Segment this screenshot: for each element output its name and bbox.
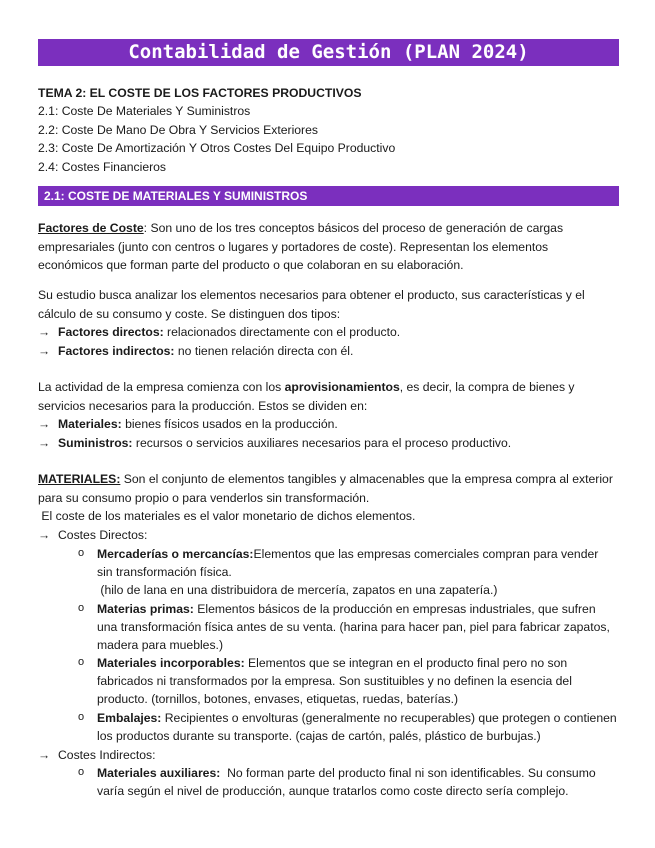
toc-heading: TEMA 2: EL COSTE DE LOS FACTORES PRODUCTIVOS [38,86,362,100]
term: Materias primas: [97,602,194,616]
arrow-icon: → [38,435,51,450]
bullet-icon: o [78,602,85,614]
toc-item: 2.2: Coste De Mano De Obra Y Servicios Exteriores [38,122,318,137]
item-text: no tienen relación directa con él. [174,343,354,358]
toc-item: 2.1: Coste De Materiales Y Suministros [38,104,251,119]
list-item [97,600,617,655]
toc-item: 2.3: Coste De Amortización Y Otros Costes Del Equipo Productivo [38,141,396,156]
paragraph-factores-coste [38,219,616,275]
term: Factores directos: [58,325,164,340]
bullet-icon: o [78,711,85,723]
arrow-icon: → [38,748,51,762]
term: aprovisionamientos [284,380,400,394]
list-item [38,342,616,361]
list-item [97,654,617,709]
list-item [38,415,616,434]
item-text: Elementos que las empresas comerciales compran para vender sin transformación física. [97,547,599,580]
page-title: Contabilidad de Gestión (PLAN 2024) [38,39,619,66]
item-text: recursos o servicios auxiliares necesarios para el proceso productivo. [132,435,512,450]
list-item [38,434,616,453]
term: Factores indirectos: [58,343,175,358]
label: Costes Indirectos: [58,748,156,762]
list-item [97,545,617,600]
text: Son el conjunto de elementos tangibles y almacenables que la empresa compra al exterior para su consumo propio o para venderlos sin transformación. [38,472,613,505]
paragraph-estudio [38,286,616,360]
list-item [97,764,617,800]
paragraph-text [38,378,616,415]
section-heading: 2.1: COSTE DE MATERIALES Y SUMINISTROS [38,186,619,206]
arrow-icon: → [38,417,51,432]
paragraph-text [38,470,616,507]
bullet-icon: o [78,656,85,668]
item-text: bienes físicos usados en la producción. [121,417,338,432]
item-text: Recipientes o envolturas (generalmente no recuperables) que protegen o contienen los productos durante su transporte. (cajas de cartón, palés, plástico de burbujas.) [97,711,617,744]
term: Factores de Coste [38,221,144,235]
list-item [38,526,616,545]
paragraph-text: El coste de los materiales es el valor monetario de dichos elementos. [38,509,416,524]
bullet-icon: o [78,766,85,778]
term: Materiales incorporables: [97,656,245,670]
arrow-icon: → [38,527,51,542]
list-item [97,709,617,745]
paragraph-text: Su estudio busca analizar los elementos necesarios para obtener el producto, sus características y el cálculo de su consumo y coste. Se distinguen dos tipos: [38,288,585,321]
term: Mercaderías o mercancías: [97,547,254,561]
paragraph-materiales [38,470,616,544]
text-after: , es decir, la compra de bienes y servicios necesarios para la producción. Estos se dividen en: [38,380,575,413]
item-example: (hilo de lana en una distribuidora de mercería, zapatos en una zapatería.) [97,583,498,598]
item-text: relacionados directamente con el producto. [163,325,401,340]
term: Materiales auxiliares: [97,766,221,780]
arrow-icon: → [38,343,51,358]
term: MATERIALES: [38,472,121,486]
term: Materiales: [58,417,122,432]
list-item [38,746,616,765]
label: Costes Directos: [58,527,148,542]
toc-item: 2.4: Costes Financieros [38,159,167,174]
item-text: Elementos básicos de la producción en empresas industriales, que sufren una transformación física antes de su venta. (harina para hacer pan, piel para fabricar zapatos, madera para muebles.) [97,602,610,653]
paragraph-text: : Son uno de los tres conceptos básicos del proceso de generación de cargas empresariales (junto con centros o lugares y portadores de coste). Representan los elementos económicos que forman parte del producto o que colaboran en su elaboración. [38,221,564,273]
text-before: La actividad de la empresa comienza con los [38,380,285,394]
bullet-icon: o [78,547,85,559]
term: Embalajes: [97,711,162,725]
item-text: Elementos que se integran en el producto final pero no son fabricados ni transformados por la empresa. Son sustituibles y no definen la esencia del producto. (tornillos, botones, envases, etiquetas, ruedas, baterías.) [97,656,572,707]
term: Suministros: [58,435,133,450]
arrow-icon: → [38,325,51,340]
table-of-contents [38,84,395,176]
paragraph-aprovisionamientos [38,378,616,452]
list-item [38,323,616,342]
item-text: No forman parte del producto final ni son identificables. Su consumo varía según el nivel de producción, aunque tratarlos como coste directo sería complejo. [97,766,600,799]
